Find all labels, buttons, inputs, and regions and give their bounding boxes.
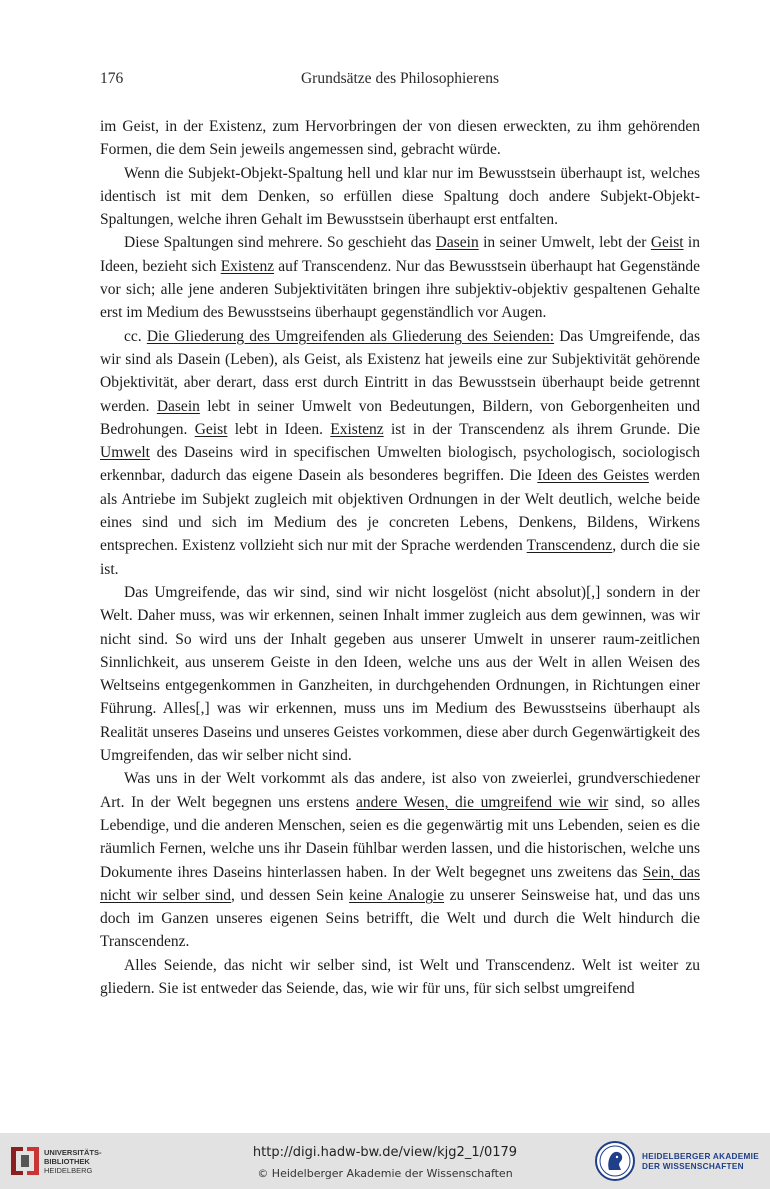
library-logo-text: UNIVERSITÄTS- BIBLIOTHEK HEIDELBERG	[44, 1148, 102, 1175]
underlined-term: Geist	[650, 234, 684, 252]
underlined-term: Existenz	[330, 420, 384, 438]
academy-logo[interactable]	[594, 1140, 764, 1182]
page-number: 176	[100, 70, 124, 87]
running-title: Grundsätze des Philosophierens	[300, 70, 500, 87]
section-heading: Die Gliederung des Umgreifenden als Gliederung des Seienden:	[146, 327, 555, 345]
paragraph-7: Alles Seiende, das nicht wir selber sind, ist Welt und Transcendenz. Welt ist weiter zu gliedern. Sie ist entweder das Seiende, das, wie wir für uns, für sich selbst umgreifend	[100, 956, 700, 997]
underlined-term: Dasein	[156, 397, 200, 415]
copyright-notice: © Heidelberger Akademie der Wissenschaften	[257, 1167, 513, 1180]
academy-seal-icon	[594, 1140, 636, 1182]
underlined-term: Geist	[194, 420, 228, 438]
underlined-term: Sein, das nicht wir selber sind	[100, 863, 701, 904]
page-header	[100, 70, 700, 90]
underlined-term: andere Wesen, die umgreifend wie wir	[356, 793, 609, 811]
paragraph-6: Was uns in der Welt vorkommt als das andere, ist also von zweierlei, grundverschiedener Art. In der Welt begegnen uns erstens andere Wesen, die umgreifend wie wir sind, so alles Lebendige, und die anderen Menschen, seien es die gegenwärtig mit uns Lebenden, seien es die räumlich Fernen, welche uns ihr Dasein fühlbar werden lassen, und die historischen, welche uns Dokumente ihres Daseins hinterlassen haben. In der Welt begegnet uns zweitens das Sein, das nicht wir selber sind, und dessen Sein keine Analogie zu unserer Seinsweise hat, und das uns doch im Ganzen unseres eigenen Seins betrifft, die Welt und durch die Welt hindurch die Transcendenz.	[100, 770, 701, 951]
underlined-term: Existenz	[220, 257, 275, 275]
underlined-term: Umwelt	[100, 444, 150, 462]
underlined-term: keine Analogie	[349, 886, 445, 904]
paragraph-5: Das Umgreifende, das wir sind, sind wir nicht losgelöst (nicht absolut)[,] sondern in der Welt. Daher muss, was wir erkennen, seinen Inhalt immer zugleich aus dem gewinnen, was wir nicht sind. So wird uns der Inhalt gegeben aus unserer Umwelt in unserer raum-zeitlichen Sinnlichkeit, aus unserem Geiste in den Ideen, welche uns aus der Welt in allen Weisen des Weltseins entgegenkommen in Ganzheiten, in durchgehenden Ordnungen, in Richtungen einer Führung. Alles[,] was wir erkennen, muss uns im Medium des Bewusstseins überhaupt als Realität unseres Daseins und unseres Geistes vorkommen, diese aber durch Gegenwärtigkeit des Umgreifenden, das wir selber nicht sind.	[100, 583, 700, 765]
paragraph-4: cc. Die Gliederung des Umgreifenden als Gliederung des Seienden: Das Umgreifende, das wir sind als Dasein (Leben), als Geist, als Existenz hat jeweils eine zur Subjektivität gehörende Objektivität, aber derart, dass erst durch Eintritt in das Bewusstsein überhaupt beide getrennt werden. Dasein lebt in seiner Umwelt von Bedeutungen, Bildern, von Geborgenheiten und Bedrohungen. Geist lebt in Ideen. Existenz ist in der Transcendenz als ihrem Grunde. Die Umwelt des Daseins wird in specifischen Umwelten biologisch, psychologisch, sociologisch erkennbar, dadurch das eigene Dasein als besonderes begriffen. Die Ideen des Geistes werden als Antriebe im Subjekt zugleich mit objektiven Ordnungen in der Welt deutlich, welche beide eines sind und sich im Medium des je concreten Lebens, Denkens, Bildens, Wirkens entsprechen. Existenz vollzieht sich nur mit der Sprache werdenden Transcendenz, durch die sie ist.	[100, 327, 700, 578]
text-body	[100, 115, 700, 1000]
footer-bar	[0, 1133, 770, 1189]
paragraph-2: Wenn die Subjekt-Objekt-Spaltung hell und klar nur im Bewusstsein überhaupt ist, welches identisch ist mit dem Denken, so erfüllen diese Spaltung doch andere Subjekt-Objekt-Spaltungen, welche ihren Gehalt im Bewusstsein überhaupt erst entfalten.	[100, 164, 700, 229]
source-url-link[interactable]: http://digi.hadw-bw.de/view/kjg2_1/0179	[252, 1145, 518, 1160]
academy-logo-text: HEIDELBERGER AKADEMIE DER WISSENSCHAFTEN	[642, 1152, 759, 1171]
paragraph-3: Diese Spaltungen sind mehrere. So geschieht das Dasein in seiner Umwelt, lebt der Geist in Ideen, bezieht sich Existenz auf Transcendenz. Nur das Bewusstsein überhaupt hat Gegenstände vor sich; alle jene anderen Subjektivitäten bringen ihre subjektiv-objektiv gespaltenen Gehalte erst im Medium des Bewusstseins überhaupt gegenständlich vor Augen.	[100, 234, 701, 322]
underlined-term: Dasein	[435, 234, 479, 252]
paragraph-1: im Geist, in der Existenz, zum Hervorbringen der von diesen erweckten, zu ihm gehörenden Formen, die dem Sein jeweils angemessen sind, gebracht würde.	[100, 118, 700, 159]
underlined-term: Ideen des Geistes	[537, 467, 649, 485]
underlined-term: Transcendenz	[526, 537, 613, 555]
